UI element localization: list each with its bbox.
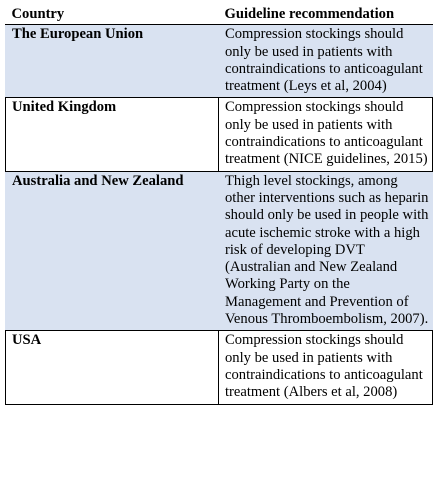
table-header-row [6,6,433,25]
header-country: Country [6,6,219,25]
table-row [6,331,433,404]
country-cell: Australia and New Zealand [6,171,219,331]
header-guideline-recommendation: Guideline recommendation [219,6,433,25]
guideline-table-container [5,6,432,405]
table-row [6,25,433,98]
recommendation-cell: Compression stockings should only be used in patients with contraindications to anticoagulant treatment (Albers et al, 2008) [219,331,433,404]
table-row [6,98,433,171]
recommendation-cell: Thigh level stockings, among other interventions such as heparin should only be used in people with acute ischemic stroke with a high risk of developing DVT (Australian and New Zealand Working Party on the Management and Prevention of Venous Thromboembolism, 2007). [219,171,433,331]
guideline-table [5,6,433,405]
table-row [6,171,433,331]
recommendation-cell: Compression stockings should only be used in patients with contraindications to anticoagulant treatment (NICE guidelines, 2015) [219,98,433,171]
country-cell: The European Union [6,25,219,98]
country-cell: United Kingdom [6,98,219,171]
recommendation-cell: Compression stockings should only be used in patients with contraindications to anticoagulant treatment (Leys et al, 2004) [219,25,433,98]
country-cell: USA [6,331,219,404]
